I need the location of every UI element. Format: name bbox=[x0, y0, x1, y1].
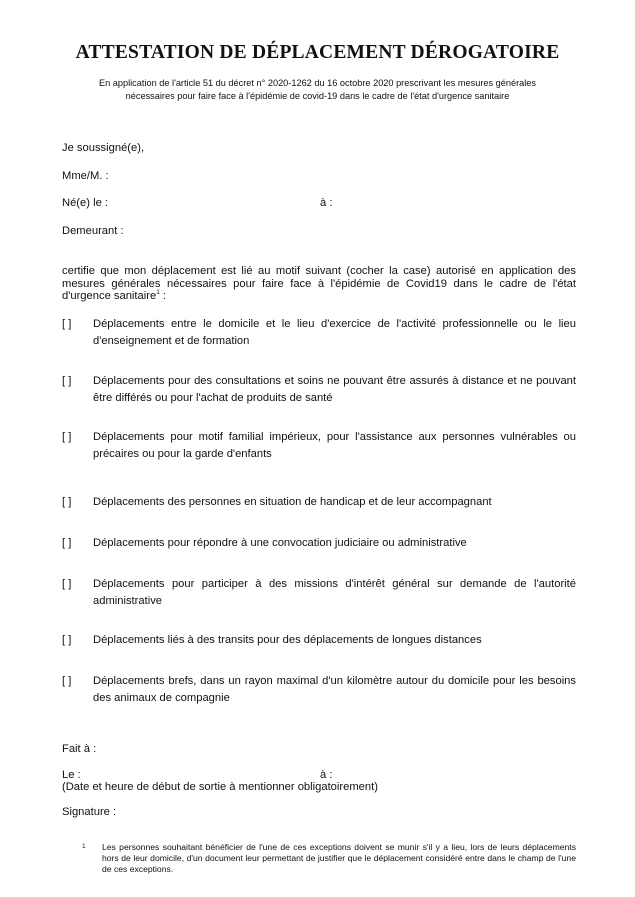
reason-checkbox[interactable]: [ ] bbox=[62, 431, 72, 443]
reason-checkbox[interactable]: [ ] bbox=[62, 375, 72, 387]
reason-text: Déplacements entre le domicile et le lieu d'exercice de l'activité professionnelle ou le lieu d'enseignement et de formation bbox=[93, 318, 576, 347]
reason-option[interactable] bbox=[62, 673, 576, 706]
footnote-text: Les personnes souhaitant bénéficier de l'une de ces exceptions doivent se munir s'il y a lieu, lors de leurs déplacements hors de leur domicile, d'un document leur permettant de justifier que le déplacement considéré entre dans le champ de l'une de ces exceptions. bbox=[102, 842, 576, 874]
footnote-reference: 1 bbox=[156, 289, 160, 296]
legal-basis-subtitle bbox=[40, 77, 595, 102]
footnote bbox=[62, 842, 576, 875]
time-label: à : bbox=[320, 769, 333, 781]
reason-text: Déplacements brefs, dans un rayon maximal d'un kilomètre autour du domicile pour les besoins des animaux de compagnie bbox=[93, 675, 576, 704]
date-row bbox=[62, 769, 462, 781]
date-label: Le : bbox=[62, 769, 81, 781]
reason-option[interactable] bbox=[62, 576, 576, 609]
certification-end: : bbox=[159, 290, 167, 302]
reason-text: Déplacements pour motif familial impérieux, pour l'assistance aux personnes vulnérables ou précaires ou pour la garde d'enfants bbox=[93, 431, 576, 460]
reason-checkbox[interactable]: [ ] bbox=[62, 496, 72, 508]
name-field-label: Mme/M. : bbox=[62, 170, 109, 182]
address-label: Demeurant : bbox=[62, 225, 124, 237]
reason-checkbox[interactable]: [ ] bbox=[62, 537, 72, 549]
reason-option[interactable] bbox=[62, 316, 576, 349]
reason-text: Déplacements des personnes en situation de handicap et de leur accompagnant bbox=[93, 496, 492, 508]
birth-row bbox=[62, 197, 462, 209]
made-at-label: Fait à : bbox=[62, 743, 97, 755]
reason-text: Déplacements pour répondre à une convocation judiciaire ou administrative bbox=[93, 537, 467, 549]
reason-text: Déplacements pour des consultations et soins ne pouvant être assurés à distance et ne pouvant être différés ou pour l'achat de produits de santé bbox=[93, 375, 576, 404]
reason-text: Déplacements liés à des transits pour des déplacements de longues distances bbox=[93, 634, 482, 646]
reason-checkbox[interactable]: [ ] bbox=[62, 634, 72, 646]
reason-checkbox[interactable]: [ ] bbox=[62, 675, 72, 687]
reason-checkbox[interactable]: [ ] bbox=[62, 318, 72, 330]
birth-place-label: à : bbox=[320, 197, 333, 209]
document-title: ATTESTATION DE DÉPLACEMENT DÉROGATOIRE bbox=[75, 42, 560, 63]
reason-option[interactable] bbox=[62, 535, 576, 552]
footnote-number: 1 bbox=[82, 843, 86, 850]
certification-text: certifie que mon déplacement est lié au motif suivant (cocher la case) autorisé en application des mesures générales nécessaires pour faire face à l'épidémie de Covid19 dans le cadre de l'état d'urgence sanitaire bbox=[62, 265, 576, 302]
signature-label: Signature : bbox=[62, 806, 117, 818]
certification-statement bbox=[62, 265, 576, 303]
birth-date-label: Né(e) le : bbox=[62, 197, 109, 209]
subtitle-line-1: En application de l'article 51 du décret n° 2020-1262 du 16 octobre 2020 prescrivant les mesures générales bbox=[98, 78, 536, 88]
reason-option[interactable] bbox=[62, 494, 576, 511]
date-note: (Date et heure de début de sortie à mentionner obligatoirement) bbox=[62, 781, 378, 793]
reason-option[interactable] bbox=[62, 632, 576, 649]
reason-option[interactable] bbox=[62, 373, 576, 406]
undersigned-label: Je soussigné(e), bbox=[62, 142, 145, 154]
reason-option[interactable] bbox=[62, 429, 576, 462]
reason-text: Déplacements pour participer à des missions d'intérêt général sur demande de l'autorité administrative bbox=[93, 578, 576, 607]
subtitle-line-2: nécessaires pour faire face à l'épidémie de covid-19 dans le cadre de l'état d'urgence sanitaire bbox=[125, 90, 510, 101]
reason-checkbox[interactable]: [ ] bbox=[62, 578, 72, 590]
